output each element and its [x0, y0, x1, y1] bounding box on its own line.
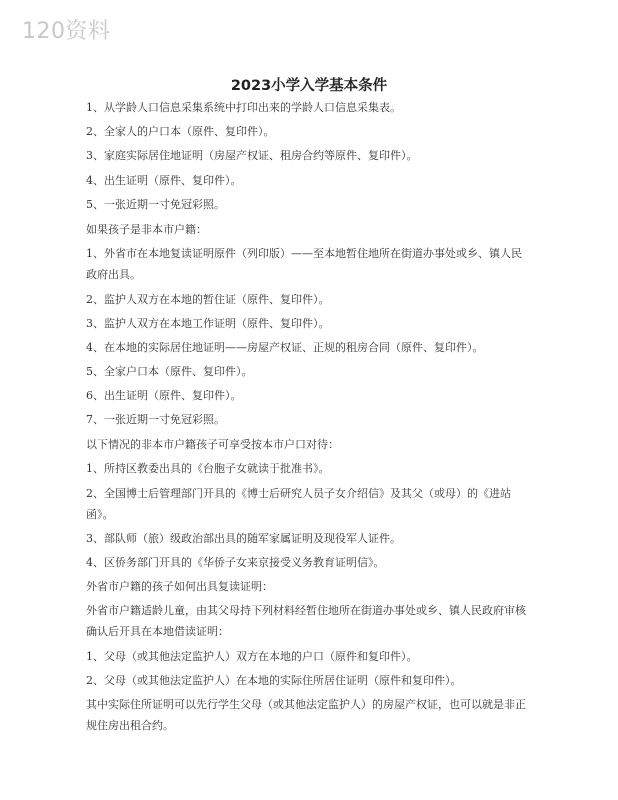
paragraph-19: 外省市户籍的孩子如何出具复读证明：: [86, 580, 273, 593]
paragraph-20: 外省市户籍适龄儿童，由其父母持下列材料经暂住地所在街道办事处或乡、镇人民政府审核确认后开具在本地借读证明：: [86, 604, 526, 638]
paragraph-12: 6、出生证明（原件、复印件）。: [86, 389, 242, 402]
paragraph-16: 2、全国博士后管理部门开具的《博士后研究人员子女介绍信》及其父（或母）的《进站函》。: [86, 487, 511, 521]
paragraph-1: 1、从学龄人口信息采集系统中打印出来的学龄人口信息采集表。: [86, 101, 401, 114]
paragraph-11: 5、全家户口本（原件、复印件）。: [86, 365, 253, 378]
paragraph-17: 3、部队师（旅）级政治部出具的随军家属证明及现役军人证件。: [86, 532, 401, 545]
paragraph-13: 7、一张近期一寸免冠彩照。: [86, 413, 225, 426]
paragraph-6: 如果孩子是非本市户籍：: [86, 223, 207, 236]
paragraph-21: 1、父母（或其他法定监护人）双方在本地的户口（原件和复印件）。: [86, 650, 418, 663]
paragraph-2: 2、全家人的户口本（原件、复印件）。: [86, 125, 275, 138]
paragraph-7: 1、外省市在本地复读证明原件（列印版）——至本地暂住地所在街道办事处或乡、镇人民政府出具。: [86, 247, 522, 281]
paragraph-5: 5、一张近期一寸免冠彩照。: [86, 198, 225, 211]
paragraph-23: 其中实际住所证明可以先行学生父母（或其他法定监护人）的房屋产权证，也可以就是非正规住房出租合约。: [86, 698, 526, 732]
paragraph-10: 4、在本地的实际居住地证明——房屋产权证、正规的租房合同（原件、复印件）。: [86, 341, 484, 354]
paragraph-3: 3、家庭实际居住地证明（房屋产权证、租房合约等原件、复印件）。: [86, 149, 418, 162]
watermark-logo: 120资料: [22, 19, 111, 44]
paragraph-15: 1、所持区教委出具的《台胞子女就读于批准书》。: [86, 462, 330, 475]
paragraph-4: 4、出生证明（原件、复印件）。: [86, 174, 242, 187]
paragraph-9: 3、监护人双方在本地工作证明（原件、复印件）。: [86, 317, 330, 330]
paragraph-14: 以下情况的非本市户籍孩子可享受按本市户口对待：: [86, 438, 339, 451]
paragraph-18: 4、区侨务部门开具的《华侨子女来京接受义务教育证明信》。: [86, 556, 385, 569]
paragraph-22: 2、父母（或其他法定监护人）在本地的实际住所居住证明（原件和复印件）。: [86, 674, 462, 687]
document-title: 2023小学入学基本条件: [230, 78, 388, 94]
paragraph-8: 2、监护人双方在本地的暂住证（原件、复印件）。: [86, 293, 330, 306]
